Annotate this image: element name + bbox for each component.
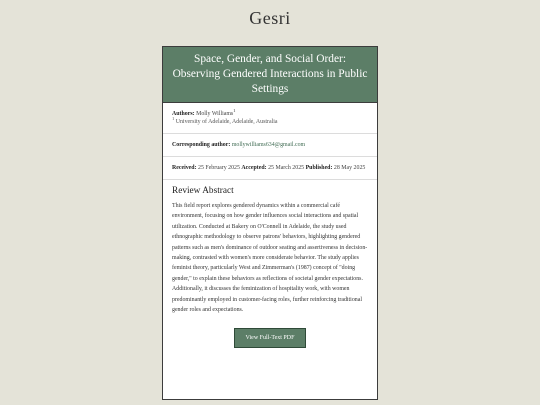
published-date: 28 May 2025 — [333, 165, 366, 171]
abstract-heading: Review Abstract — [172, 186, 234, 196]
accepted-date: 25 March 2025 — [268, 165, 305, 171]
view-pdf-button[interactable]: View Full-Text PDF — [234, 328, 307, 348]
article-title: Space, Gender, and Social Order: Observing Gendered Interactions in Public Settings — [163, 47, 377, 103]
authors-section — [163, 103, 377, 134]
affiliation-sup: 1 — [172, 116, 175, 122]
article-card — [162, 46, 378, 400]
abstract-section — [163, 180, 377, 348]
corresponding-label: Corresponding author: — [172, 142, 231, 148]
dates-section — [163, 157, 377, 180]
published-label: Published: — [305, 165, 333, 171]
corresponding-email-link[interactable]: mollywilliams634@gmail.com — [231, 142, 306, 148]
accepted-label: Accepted: — [241, 165, 267, 171]
abstract-text: This field report explores gendered dynamics within a commercial café environment, focusing on how gender influences social interactions and spatial utilization. Conducted at Bakery on O'Connell in Adelaide, the study used ethnographic methodology to observe patrons' behaviors, highlighting gendered patterns such as men's dominance of outdoor seating and assertiveness in decision-making, contrasted with women's more considerate behavior. The study applies feminist theory, particularly West and Zimmerman's (1987) concept of "doing gender," to explain these behaviors as reflections of societal gender expectations. Additionally, it discusses the feminization of hospitality work, with women predominantly employed in customer-facing roles, further reinforcing traditional gender roles and expectations. — [172, 203, 368, 314]
author-sup: 1 — [233, 108, 236, 114]
corresponding-section — [163, 134, 377, 157]
author-name: Molly Williams — [196, 111, 234, 117]
received-date: 25 February 2025 — [198, 165, 240, 171]
received-label: Received: — [172, 165, 197, 171]
affiliation: University of Adelaide, Adelaide, Australia — [175, 119, 278, 125]
journal-name: Gesri — [249, 8, 291, 28]
authors-label: Authors: — [172, 111, 195, 117]
